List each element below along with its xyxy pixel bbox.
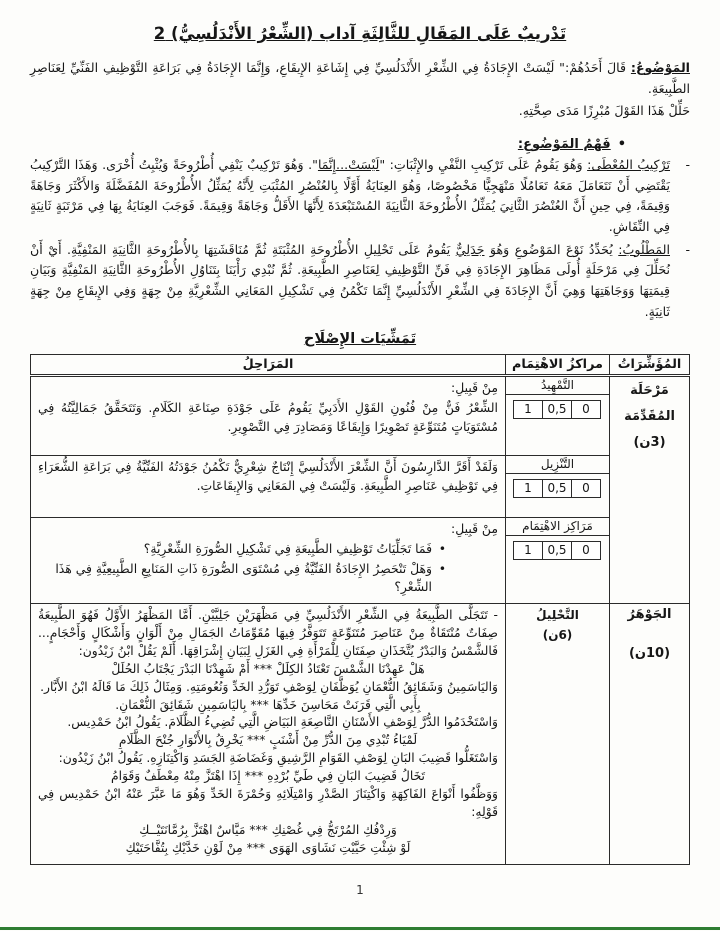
stage-cell-tanzil [31,456,506,518]
given-structure-text [30,155,670,238]
table-header-indicators: المُؤَشِّرَاتُ [610,355,690,376]
table-header-stages: المَرَاحِلُ [31,355,506,376]
stage-lead: مِنْ قَبِيلِ: [451,380,498,396]
page-title [30,22,690,47]
task-line: حَلِّلْ هَذَا القَوْلَ مُبْرِزًا مَدَى صِحَّتِهِ. [518,103,690,119]
focus-label-marakiz: مَرَاكِز الاهْتِمَام [506,518,609,536]
focus-tahlil-line2: (6ن) [542,628,573,643]
score-box [514,398,601,418]
corrections-table [30,354,690,865]
score-box [514,539,601,559]
stage-text: الشِّعْرُ فَنٌّ مِنْ فُنُونِ القَوْلِ الأَدَبِيِّ يَقُومُ عَلَى جَوْدَةِ صِنَاعَةِ الكَلَامِ. وَتَتَحَقَّقُ جَمَالِيَّتُهُ فِي مُسْتَوَيَاتٍ مُتَنَوِّعَةٍ تَصْوِيرًا وَإِيقَاعًا وَمَصَادِرَ فِي التَّصْوِيرِ. [38,399,498,434]
bottom-divider [0,927,720,930]
given-structure-item [30,155,690,238]
score-cell: 0,5 [542,541,572,559]
table-header-row [31,355,690,376]
given-structure-after: ". وَهُوَ تَرْكِيبٌ يَنْفِي أُطْرُوحَةً وَيُثْبِتُ أُخْرَى. وَهَذَا التَّرْكِيبُ يَقْتَضِي أَنْ نَتَعَامَلَ مَعَهُ تَعَامُلًا مَنْهَجِيًّا مَخْصُوصًا، وَهُوَ العِنَايَةُ أَوَّلًا بِالعُنْصُرِ المُثْبَتِ لِأَنَّهُ يُمَثِّلُ الأُطْرُوحَةَ المُفَضَّلَةَ وَالأَكْثَرَ وَجَاهَةً وَقِيمَةً، فِي حِينِ أَنَّ العُنْصُرَ الثَّانِيَ يُمَثِّلُ الأُطْرُوحَةَ الثَّانِيَةَ المُسْتَبْعَدَةَ لِأَنَّهَا الأَقَلُّ وَجَاهَةً وَقِيمَةً. فَوَجَبَ العِنَايَةُ بِهَا فِي مَرْتَبَةٍ ثَانِيَةٍ فِي النِّقَاشِ. [30,157,670,235]
given-structure-label: تَرْكِيبُ المُعْطَى: [587,157,671,173]
stage-cell-tamhid [31,376,506,456]
question-text: وَهَلْ تَنْحَصِرُ الإِجَادَةُ الفَنِّيَّةُ فِي مُسْتَوَى الصُّورَةِ ذَاتِ المَنَابِعِ الطَّبِيعِيَّةِ فِي هَذَا الشِّعْرِ؟ [55,560,432,595]
indicator-intro-phase [610,376,690,603]
dash-icon: - [685,241,690,257]
core-verse: لَوْ شِئْتِ حَيَّيْتِ نَشَاوَى الهَوَى *** مِنْ لَوْنِ خَدَّيْكِ بِتُفَّاحَتَيْكِ [125,841,411,856]
understanding-heading [30,137,626,152]
score-cell: 1 [513,400,543,418]
core-verse: لَمْيَاءُ تُبْدِي مِنَ الدُّرِّ مِنْ أَشْنَبٍ *** يَخْرِقُ بِالأَنْوَارِ جُنْحَ الظَّلَامِ [118,733,418,748]
subject-text: قَالَ أَحَدُهُمْ:" لَيْسَتْ الإِجَادَةُ فِي الشِّعْرِ الأَنْدَلُسِيِّ فِي إِشَاعَةِ الإِيقَاعِ، وَإِنَّمَا الإِجَادَةُ فِي بَرَاعَةِ التَّوْظِيفِ الفَنِّيِّ لِعَنَاصِرِ الطَّبِيعَةِ. [30,59,690,96]
bullet-icon: • [438,540,446,556]
indicator-core-line1: الجَوْهَرُ [627,606,672,622]
core-verse: بِأَبِي الَّتِي قَرَنَتْ مَحَاسِنَ خَدِّهَا *** بِاليَاسَمِينِ شَقَائِقَ النُّعْمَانِ. [115,697,421,712]
core-verse: تَخَالُ قَضِيبَ البَانِ فِي طَيِّ بُرْدِهِ *** إِذَا اهْتَزَّ مِنْهُ مِعْطَفٌ وَقَوَامُ [111,769,425,784]
core-prose: وَاسْتَخْدَمُوا الدُّرَّ لِوَصْفِ الأَسْنَانِ النَّاصِعَةِ البَيَاضِ الَّتِي تُضِيءُ الظَّلَامَ. يَقُولُ ابْنُ حَمْدِيس. [67,715,498,730]
required-text [30,240,670,323]
table-row-intro-1 [31,376,690,456]
score-box [514,477,601,497]
score-cell: 0,5 [542,400,572,418]
stage-text: وَلَقَدْ أَقَرَّ الدَّارِسُونَ أَنَّ الشِّعْرَ الأَنْدَلُسِيَّ إِنْتَاجٌ شِعْرِيٌّ تَكْمُنُ جَوْدَتُهُ الفَنِّيَّةُ فِي بَرَاعَةِ الشُّعَرَاءِ فِي تَوْظِيفِ عَنَاصِرِ الطَّبِيعَةِ. وَلَيْسَتْ فِي المَعَانِي وَالإِيقَاعَاتِ. [38,459,498,493]
required-underlined: جَدَلِيٌّ [455,241,485,257]
stage-cell-core [31,603,506,864]
required-before: يُحَدِّدُ نَوْعَ المَوْضُوعِ وَهُوَ [484,241,619,257]
focus-label-tanzil: التَّنْزِيل [506,456,609,474]
table-row-intro-2 [31,456,690,518]
score-cell: 1 [513,541,543,559]
focus-cell-marakiz [506,518,610,603]
focus-cell-tamhid [506,376,610,456]
score-cell: 0 [571,479,601,497]
dash-icon: - [685,157,690,173]
table-header-focus: مراكزُ الاهْتِمَام [506,355,610,376]
required-label: المَطْلُوبُ: [618,241,670,257]
focus-label-tamhid: التَّمْهِيدُ [506,377,609,395]
indicator-intro-line1: مَرْحَلَة [630,383,669,399]
question-item [38,540,498,559]
indicator-core-line2: (10ن) [628,645,671,661]
focus-tahlil-line1: التَّحْلِيلُ [536,607,579,622]
understanding-heading-text: فَهْمُ المَوْضُوعِ: [517,137,611,153]
given-structure-underlined: لَيْسَتْ...إِنَّمَا [317,157,380,173]
stage-cell-questions [31,518,506,603]
stage-lead: مِنْ قَبِيلِ: [451,521,498,537]
required-after: يَقُومُ عَلَى تَحْلِيلِ الأُطْرُوحَةِ المُثْبَتَةِ ثُمَّ مُنَاقَشَتِهَا بِالأُطْرُوحَةِ الثَّانِيَةِ المَنْفِيَّةِ. أَيْ أَنْ نُحَلِّلَ فِي مَرْحَلَةٍ أُولَى مَظَاهِرَ الإِجَادَةِ فِي فَنِّ التَّوْظِيفِ لِعَنَاصِرِ الطَّبِيعَةِ. ثُمَّ نُبْدِي رَأْيَنَا بِتَنَاوُلِ الأُطْرُوحَةِ الثَّانِيَةِ المَنْفِيَّةِ وَبَيَانِ قِيمَتِهَا وَوَجَاهَتِهَا وَهِيَ أَنَّ الإِجَادَةَ فِي الشِّعْرِ الأَنْدَلُسِيِّ إِنَّمَا تَكْمُنُ فِي تَشْكِيلِ المَعَانِي الشِّعْرِيَّةِ مِنْ جِهَةٍ وَفِي الإِيقَاعِ مِنْ جِهَةٍ ثَانِيَةٍ. [30,241,670,319]
given-structure-before: وَهُوَ يَقُومُ عَلَى تَرْكِيبِ النَّفْيِ والإِثْبَاتِ: " [379,157,588,173]
corrections-heading: تَمَشِّيَات الإِصْلَاح [303,331,417,348]
focus-cell-tahlil [506,603,610,864]
core-prose: وَاليَاسَمِينُ وَشَقَائِقُ النُّعْمَانِ يُوَظَّفَانِ لِوَصْفِ تَوَرُّدِ الخَدِّ وَنُعُومَتِهِ. وَمِثَالُ ذَلِكَ مَا قَالَهُ ابْنُ الأَبَّار. [40,679,498,694]
table-row-intro-3 [31,518,690,603]
core-prose: وَاسْتَغَلُّوا قَضِيبَ البَانِ لِوَصْفِ القَوَامِ الرَّشِيقِ وَغَضَاضَةِ الجَسَدِ وَاكْتِنَازِهِ. يَقُولُ ابْنُ زَيْدُون: [58,751,498,766]
core-prose: - تَتَجَلَّى الطَّبِيعَةُ فِي الشِّعْرِ الأَنْدَلُسِيِّ فِي مَظْهَرَيْنِ جَلِيَّيْنِ. أَمَّا المَظْهَرُ الأَوَّلُ فَهُوَ الطَّبِيعَةُ صِفَاتٌ مُنْتَقَاةٌ مِنْ عَنَاصِرَ مُتَنَوِّعَةٍ تَتَوَفَّرُ فِيهَا مُقَوِّمَاتُ الجَمَالِ مِنْ أَلْوَانٍ وَأَشْكَالٍ وَأَحْجَامٍ... فَالشَّمْسُ وَالبَدْرُ يُتَّخَذَانِ صِفَتَانِ لِلْمَرْأَةِ فِي الغَزَلِ لِبَيَانِ إِشْرَاقِهَا. أَلَمْ يَقُلْ ابْنُ زَيْدُون: [38,607,498,658]
bullet-icon: • [438,560,446,576]
core-prose: وَوَظَّفُوا أَنْوَاعَ الفَاكِهَةِ وَاكْتِنَازَ الصَّدْرِ وَامْتِلَائِهِ وَحُمْرَةَ الخَدِّ وَهُوَ مَا عَبَّرَ عَنْهُ ابْنُ حَمْدِيس فِي قَوْلِهِ: [38,787,498,820]
core-verse: وَرِدْفُكِ المُرْتَجُّ فِي غُصْنِكِ *** مَيَّاسٌ اهْتَزَّ بِرُمَّانَتَيْــكِ [139,823,397,838]
page-title-text: تَدْريبٌ عَلَى المَقَالِ للثَّالِثَةِ آداب (الشِّعْرُ الأَنْدَلُسِيُّ) 2 [153,24,567,43]
score-cell: 1 [513,479,543,497]
bullet-icon: • [617,137,626,153]
score-cell: 0 [571,541,601,559]
indicator-core [610,603,690,864]
question-item [38,560,498,597]
table-row-core [31,603,690,864]
required-item [30,240,690,323]
focus-cell-tanzil [506,456,610,518]
subject-paragraph [30,57,690,99]
subject-label: المَوْضُوعُ: [630,59,690,75]
score-cell: 0,5 [542,479,572,497]
spacer [611,626,688,644]
core-verse: هَلْ عَهِدْنَا الشَّمْسَ تَعْتَادُ الكِلَلْ *** أَمْ شَهِدْنَا البَدْرَ يَجْتَابُ الحُلَلْ [111,661,425,676]
indicator-intro-line2: المُقَدِّمَة [624,409,675,425]
score-cell: 0 [571,400,601,418]
indicator-intro-line3: (3ن) [633,435,666,451]
page-number: 1 [356,883,364,897]
question-text: فَمَا تَجَلِّيَاتُ تَوْظِيفِ الطَّبِيعَةِ فِي تَشْكِيلِ الصُّورَةِ الشِّعْرِيَّةِ؟ [143,540,432,556]
